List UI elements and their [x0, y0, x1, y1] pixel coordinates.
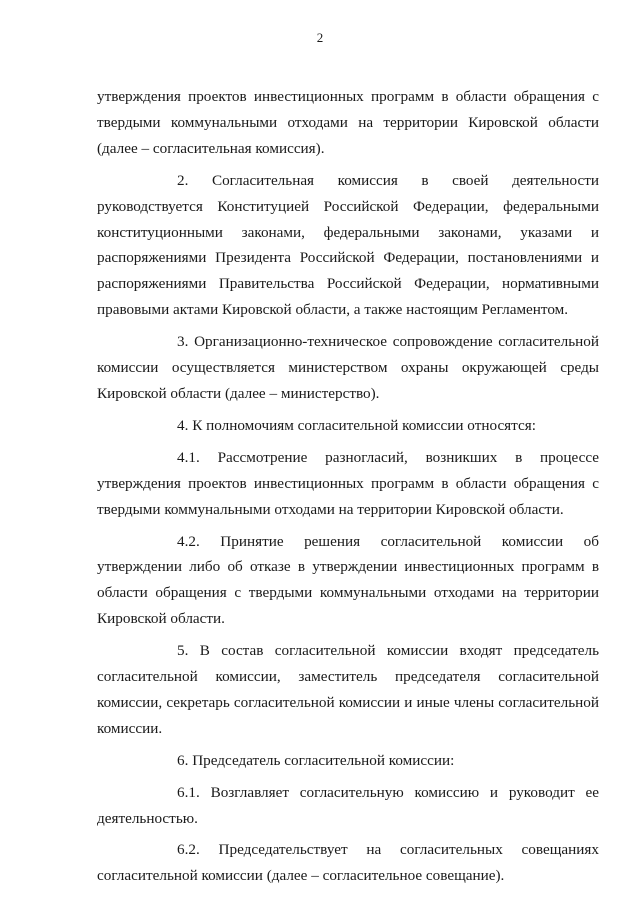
- paragraph-number: 3.: [177, 333, 189, 351]
- paragraph-number: 4.: [177, 416, 189, 434]
- paragraph-number: 6.2.: [177, 841, 200, 859]
- paragraph-text: Организационно-техническое сопровождение согласительной комиссии осуществляется министерством охраны окружающей среды Кировской области (далее – министерство).: [97, 333, 599, 402]
- paragraph-2: [97, 168, 599, 323]
- paragraph-6-2: [97, 837, 599, 889]
- paragraph-text: В состав согласительной комиссии входят председатель согласительной комиссии, заместитель председателя согласительной комиссии, секретарь согласительной комиссии и иные члены согласительной комиссии.: [97, 642, 600, 737]
- paragraph-text: Возглавляет согласительную комиссию и руководит ее деятельностью.: [97, 783, 599, 827]
- paragraph-number: 4.1.: [177, 448, 200, 466]
- page-number: 2: [316, 30, 324, 45]
- paragraph-4-2: [97, 529, 599, 633]
- paragraph-number: 2.: [177, 171, 189, 189]
- paragraph-number: 6.: [177, 751, 189, 769]
- paragraph-text: К полномочиям согласительной комиссии относятся:: [192, 416, 536, 434]
- paragraph-text: Согласительная комиссия в своей деятельности руководствуется Конституцией Российской Федерации, федеральными конституционными законами, федеральными законами, указами и распоряжениями Президента Российской Федерации, постановлениями и распоряжениями Правительства Российской Федерации, нормативными правовыми актами Кировской области, а также настоящим Регламентом.: [97, 171, 600, 319]
- paragraph-4: [97, 413, 599, 439]
- paragraph-number: 5.: [177, 642, 189, 660]
- paragraph-4-1: [97, 445, 599, 523]
- paragraph-text: утверждения проектов инвестиционных программ в области обращения с твердыми коммунальными отходами на территории Кировской области (далее – согласительная комиссия).: [97, 88, 599, 157]
- paragraph-text: Рассмотрение разногласий, возникших в процессе утверждения проектов инвестиционных программ в области обращения с твердыми коммунальными отходами на территории Кировской области.: [97, 448, 599, 518]
- paragraph-number: 6.1.: [177, 783, 200, 801]
- paragraph-continuation: [97, 84, 599, 162]
- document-body: [97, 84, 599, 895]
- paragraph-5: [97, 638, 599, 742]
- paragraph-number: 4.2.: [177, 532, 200, 550]
- paragraph-3: [97, 329, 599, 407]
- paragraph-6-1: [97, 780, 599, 832]
- paragraph-text: Председатель согласительной комиссии:: [192, 751, 455, 769]
- paragraph-text: Председательствует на согласительных совещаниях согласительной комиссии (далее – согласительное совещание).: [97, 841, 599, 885]
- paragraph-text: Принятие решения согласительной комиссии об утверждении либо об отказе в утверждении инвестиционных программ в области обращения с твердыми коммунальными отходами на территории Кировской области.: [97, 532, 599, 628]
- paragraph-6: [97, 748, 599, 774]
